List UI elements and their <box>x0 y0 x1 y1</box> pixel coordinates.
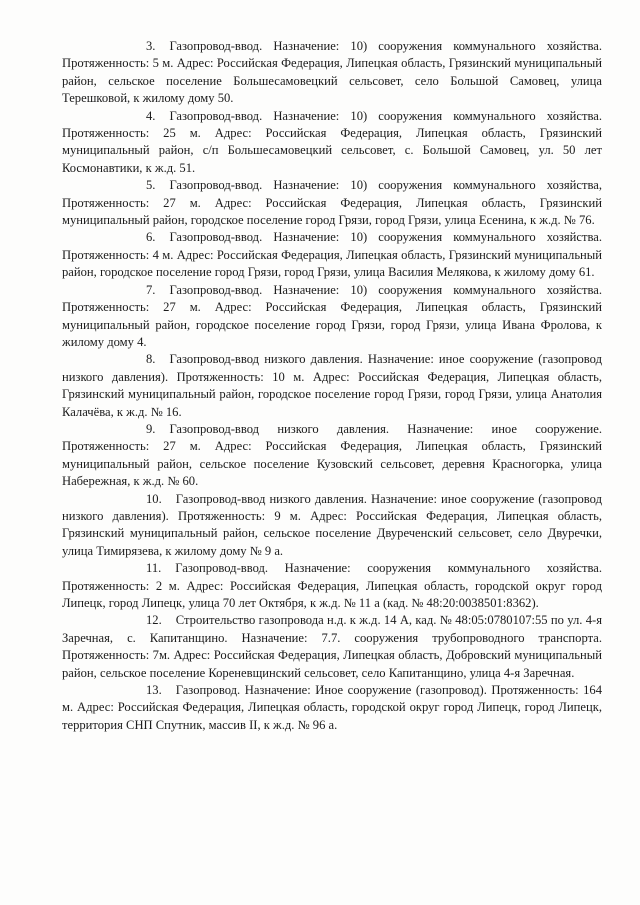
item-number: 11. <box>146 561 162 576</box>
item-text: Газопровод-ввод. Назначение: 10) сооружения коммунального хозяйства, Протяженность: 27 м. Адрес: Российская Федерация, Липецкая область, Грязинский муниципальный район, городское поселение город Грязи, город Грязи, улица Есенина, к ж.д. № 76. <box>62 178 602 228</box>
item-text: Газопровод-ввод. Назначение: 10) сооружения коммунального хозяйства. Протяженность: 5 м. Адрес: Российская Федерация, Липецкая область, Грязинский муниципальный район, сельское поселение Большесамовецкий сельсовет, село Большой Самовец, улица Терешковой, к жилому дому 50. <box>62 39 602 106</box>
list-item <box>62 351 602 421</box>
document-body <box>62 38 602 734</box>
item-number: 8. <box>146 352 156 367</box>
item-text: Газопровод-ввод. Назначение: сооружения коммунального хозяйства. Протяженность: 2 м. Адрес: Российская Федерация, Липецкая область, городской округ город Липецк, город Липецк, улица 70 лет Октября, к ж.д. № 11 а (кад. № 48:20:0038501:8362). <box>62 561 602 610</box>
item-text: Газопровод-ввод низкого давления. Назначение: иное сооружение. Протяженность: 27 м. Адрес: Российская Федерация, Липецкая область, Грязинский муниципальный район, сельское поселение Кузовский сельсовет, деревня Красногорка, улица Набережная, к ж.д. № 60. <box>62 421 602 489</box>
item-text: Газопровод-ввод низкого давления. Назначение: иное сооружение (газопровод низкого давления). Протяженность: 9 м. Адрес: Российская Федерация, Липецкая область, Грязинский муниципальный район, сельское поселение Двуреченский сельсовет, село Двуречки, улица Тимирязева, к жилому дому № 9 а. <box>62 491 602 558</box>
list-item <box>62 282 602 352</box>
item-text: Газопровод. Назначение: Иное сооружение (газопровод). Протяженность: 164 м. Адрес: Российская Федерация, Липецкая область, городской округ город Липецк, город Липецк, территория СНП Спутник, массив II, к ж.д. № 96 а. <box>62 683 602 732</box>
list-item <box>62 560 602 612</box>
list-item <box>62 108 602 178</box>
item-text: Строительство газопровода н.д. к ж.д. 14 А, кад. № 48:05:0780107:55 по ул. 4-я Заречная, с. Капитанщино. Назначение: 7.7. сооружения трубопроводного транспорта. Протяженность: 7м. Адрес: Российская Федерация, Липецкая область, Добровский муниципальный район, сельское поселение Кореневщинский сельсовет, село Капитанщино, улица 4-я Заречная. <box>62 613 602 680</box>
list-item <box>62 491 602 561</box>
list-item <box>62 421 602 491</box>
item-number: 9. <box>146 421 156 436</box>
list-item <box>62 38 602 108</box>
item-text: Газопровод-ввод. Назначение: 10) сооружения коммунального хозяйства. Протяженность: 27 м. Адрес: Российская Федерация, Липецкая область, Грязинский муниципальный район, городское поселение город Грязи, город Грязи, улица Ивана Фролова, к жилому дому 4. <box>62 282 602 349</box>
item-text: Газопровод-ввод. Назначение: 10) сооружения коммунального хозяйства. Протяженность: 25 м. Адрес: Российская Федерация, Липецкая область, Грязинский муниципальный район, с/п Большесамовецкий сельсовет, с. Большой Самовец, ул. 50 лет Космонавтики, к ж.д. 51. <box>62 108 602 175</box>
item-text: Газопровод-ввод. Назначение: 10) сооружения коммунального хозяйства. Протяженность: 4 м. Адрес: Российская Федерация, Липецкая область, Грязинский муниципальный район, городское поселение город Грязи, город Грязи, улица Василия Мелякова, к жилому дому 61. <box>62 230 602 280</box>
item-number: 6. <box>146 230 156 245</box>
item-text: Газопровод-ввод низкого давления. Назначение: иное сооружение (газопровод низкого давления). Протяженность: 10 м. Адрес: Российская Федерация, Липецкая область, Грязинский муниципальный район, городское поселение город Грязи, город Грязи, улица Анатолия Калачёва, к ж.д. № 16. <box>62 352 602 419</box>
list-item <box>62 229 602 281</box>
item-number: 7. <box>146 282 156 297</box>
item-number: 4. <box>146 108 156 123</box>
item-number: 12. <box>146 613 162 628</box>
item-number: 3. <box>146 39 156 53</box>
item-number: 5. <box>146 178 156 193</box>
item-number: 10. <box>146 491 162 506</box>
list-item <box>62 612 602 682</box>
item-number: 13. <box>146 683 162 698</box>
list-item <box>62 177 602 229</box>
list-item <box>62 682 602 734</box>
